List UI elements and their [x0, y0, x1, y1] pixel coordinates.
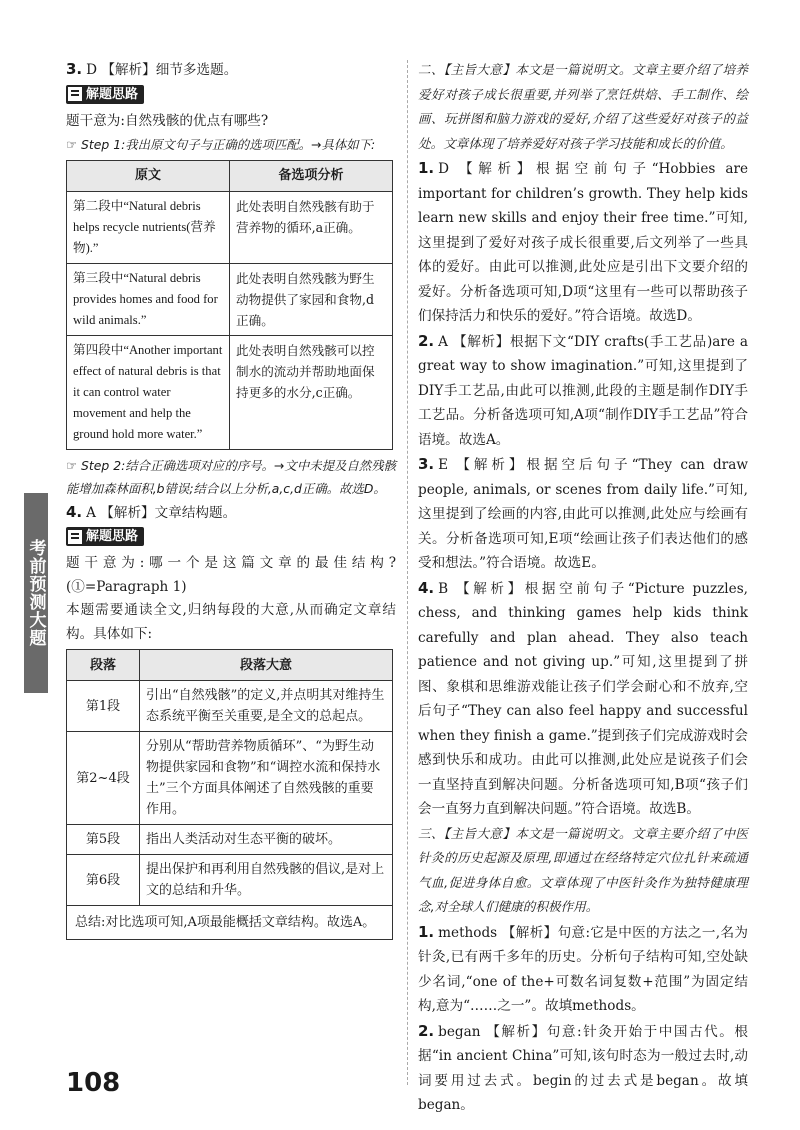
table-cell: 指出人类活动对生态平衡的破坏。: [140, 825, 393, 855]
q3-stem: 题干意为:自然残骸的优点有哪些?: [66, 112, 269, 129]
page-number: 108: [66, 1068, 121, 1098]
table-row: [67, 855, 393, 906]
notebook-icon: [68, 530, 82, 544]
table-cell: 此处表明自然残骸可以控制水的流动并帮助地面保持更多的水分,c正确。: [230, 335, 393, 449]
table-header: 段落大意: [140, 650, 393, 681]
left-column: [66, 58, 396, 944]
table-row: [67, 906, 393, 940]
q3-step2: ☞ Step 2:结合正确选项对应的序号。→文中未提及自然残骸能增加森林面积,b错误;结合以上分析,a,c,d正确。故选D。: [66, 457, 396, 496]
list-item: 1. D 【解析】根据空前句子“Hobbies are important for children’s growth. They help kids learn new skills and enjoy their free time.”可知,这里提到了爱好对孩子成长很重要,后文列举了一些具体的爱好。由此可以推测,此处应是引出下文要介绍的爱好。分析备选项可知,D项“这里有一些可以帮助孩子们保持活力和快乐的爱好。”符合语境。故选D。: [418, 159, 748, 324]
q4-intro: 本题需要通读全文,归纳每段的大意,从而确定文章结构。具体如下:: [66, 602, 396, 642]
table-header: 备选项分析: [230, 160, 393, 191]
q3-step1: ☞ Step 1:我出原文句子与正确的选项匹配。→具体如下:: [66, 137, 376, 152]
solution-approach-label: 解题思路: [66, 527, 144, 546]
table-cell: 引出“自然残骸”的定义,并点明其对维持生态系统平衡至关重要,是全文的总起点。: [140, 681, 393, 732]
list-item: 1. methods 【解析】句意:它是中医的方法之一,名为针灸,已有两千多年的历史。分析句子结构可知,空处缺少名词,“one of the+可数名词复数+范围”为固定结构,意为“……之一”。故填methods。: [418, 922, 748, 1014]
table-summary: 总结:对比选项可知,A项最能概括文章结构。故选A。: [67, 906, 393, 940]
q3-table: [66, 160, 393, 450]
table-row: [67, 191, 393, 263]
section-2-summary: 二、【主旨大意】本文是一篇说明文。文章主要介绍了培养爱好对孩子成长很重要,并列举了烹饪烘焙、手工制作、绘画、玩拼图和脑力游戏的爱好,介绍了这些爱好对孩子的益处。文章体现了培养爱好对孩子学习技能和成长的价值。: [418, 62, 748, 151]
q3-answer: D 【解析】细节多选题。: [86, 62, 238, 78]
list-item: 3. E 【解析】根据空后句子“They can draw people, animals, or scenes from daily life.”可知,这里提到了绘画的内容,由此可以推测,此处应与绘画有关。分析备选项可知,E项“绘画让孩子们表达他们的感受和想法。”符合语境。故选E。: [418, 455, 748, 571]
table-cell: 此处表明自然残骸有助于营养物的循环,a正确。: [230, 191, 393, 263]
table-cell: 第二段中“Natural debris helps recycle nutrients(营养物).”: [67, 191, 230, 263]
q3-heading: [66, 58, 396, 83]
table-cell: 第1段: [67, 681, 140, 732]
q3-number: 3.: [66, 60, 83, 78]
q4-table: [66, 649, 393, 940]
table-row: [67, 681, 393, 732]
side-tab: 考前预测大题: [24, 493, 48, 693]
solution-approach-label: 解题思路: [66, 85, 144, 104]
list-item: 2. began 【解析】句意:针灸开始于中国古代。根据“in ancient China”可知,该句时态为一般过去时,动词要用过去式。begin的过去式是began。故填began。: [418, 1021, 748, 1113]
list-item: 2. A 【解析】根据下文“DIY crafts(手工艺品)are a great way to show imagination.”可知,这里提到了DIY手工艺品,由此可以推测,此段的主题是制作DIY手工艺品。分析备选项可知,A项“制作DIY手工艺品”符合语境。故选A。: [418, 331, 748, 448]
table-cell: 第2~4段: [67, 732, 140, 825]
table-row: [67, 335, 393, 449]
column-divider: [407, 60, 408, 1085]
table-cell: 分别从“帮助营养物质循环”、“为野生动物提供家园和食物”和“调控水流和保持水土”三个方面具体阐述了自然残骸的重要作用。: [140, 732, 393, 825]
q4-answer: A 【解析】文章结构题。: [86, 504, 237, 521]
table-row: [67, 263, 393, 335]
q4-stem: 题干意为:哪一个是这篇文章的最佳结构?(①=Paragraph 1): [66, 555, 396, 595]
right-column: [418, 58, 748, 1118]
table-cell: 此处表明自然残骸为野生动物提供了家园和食物,d正确。: [230, 263, 393, 335]
section-3-summary: 三、【主旨大意】本文是一篇说明文。文章主要介绍了中医针灸的历史起源及原理,即通过在经络特定穴位扎针来疏通气血,促进身体自愈。文章体现了中医针灸作为独特健康理念,对全球人们健康的积极作用。: [418, 825, 748, 914]
notebook-icon: [68, 87, 82, 101]
table-row: [67, 825, 393, 855]
table-cell: 第6段: [67, 855, 140, 906]
table-cell: 第四段中“Another important effect of natural debris is that it can control water movement and help the ground hold more water.”: [67, 335, 230, 449]
list-item: 4. B 【解析】根据空前句子“Picture puzzles, chess, and thinking games help kids think carefully and plan ahead. They also teach patience and not giving up.”可知,这里提到了拼图、象棋和思维游戏能让孩子们学会耐心和不放弃,空后句子“They can also feel happy and successful when they finish a game.”提到孩子们完成游戏时会感到快乐和成功。由此可以推测,此处应是说孩子们会一直坚持直到解决问题。分析备选项可知,B项“孩子们会一直努力直到解决问题。”符合语境。故选B。: [418, 578, 748, 817]
table-cell: 第三段中“Natural debris provides homes and food for wild animals.”: [67, 263, 230, 335]
q4-number: 4.: [66, 502, 83, 521]
table-header: 原文: [67, 160, 230, 191]
table-row: [67, 732, 393, 825]
q4-heading: [66, 501, 396, 526]
table-cell: 提出保护和再利用自然残骸的倡议,是对上文的总结和升华。: [140, 855, 393, 906]
table-header: 段落: [67, 650, 140, 681]
table-cell: 第5段: [67, 825, 140, 855]
